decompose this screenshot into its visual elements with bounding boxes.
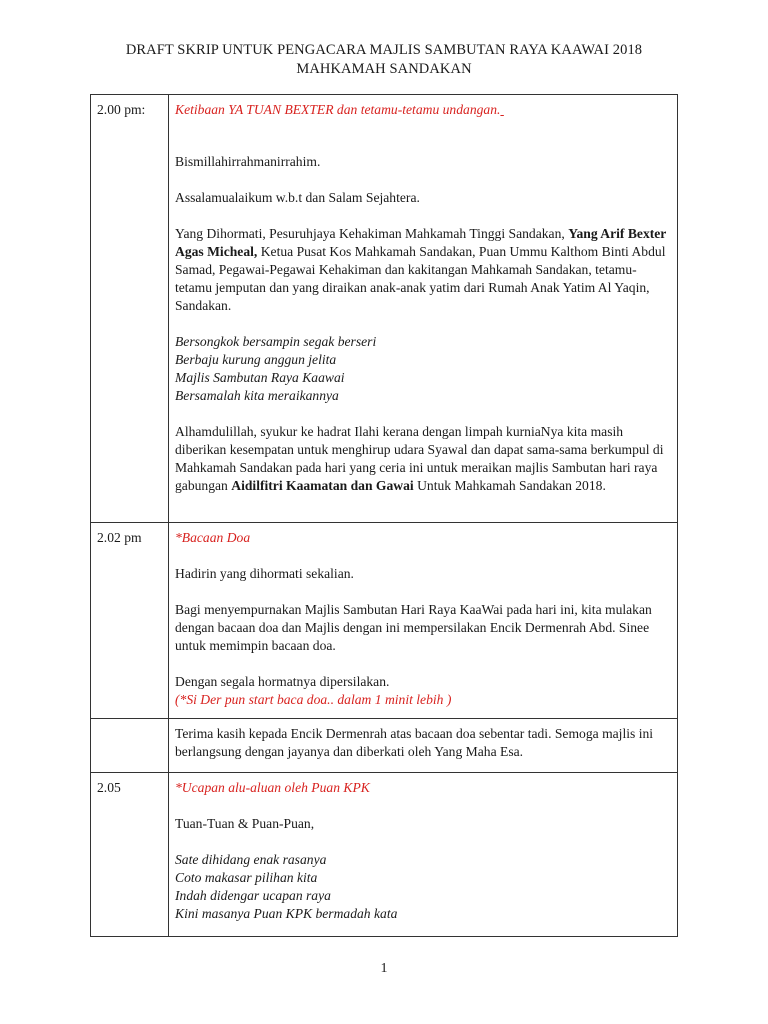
script-table (90, 94, 678, 937)
table-row (91, 719, 678, 773)
content-cell (169, 523, 678, 719)
time-cell: 2.00 pm: (91, 95, 169, 523)
address-text: Tuan-Tuan & Puan-Puan, (175, 816, 315, 831)
pantun-line: Berbaju kurung anggun jelita (175, 352, 337, 367)
invitation-closing: Dengan segala hormatnya dipersilakan. (175, 674, 390, 689)
pantun-line: Sate dihidang enak rasanya (175, 852, 327, 867)
pantun-line: Indah didengar ucapan raya (175, 888, 331, 903)
document-title (0, 41, 768, 79)
thanks-paragraph: Terima kasih kepada Encik Dermenrah atas bacaan doa sebentar tadi. Semoga majlis ini berlangsung dengan jayanya dan diberkati oleh Yang Maha Esa. (175, 726, 654, 759)
pantun-line: Coto makasar pilihan kita (175, 870, 318, 885)
content-cell (169, 719, 678, 773)
event-heading: *Ucapan alu-aluan oleh Puan KPK (175, 780, 370, 795)
pantun-verse (175, 851, 669, 923)
table-row (91, 523, 678, 719)
title-line-1: DRAFT SKRIP UNTUK PENGACARA MAJLIS SAMBUTAN RAYA KAAWAI 2018 (125, 42, 643, 58)
opening-paragraph: Alhamdulillah, syukur ke hadrat Ilahi kerana dengan limpah kurniaNya kita masih diberikan kesempatan untuk menghirup udara Syawal dan dapat sama-sama berkumpul di Mahkamah Sandakan pada hari yang ceria ini untuk meraikan majlis Sambutan hari raya gabungan Aidilfitri Kaamatan dan Gawai Untuk Mahkamah Sandakan 2018. (175, 424, 664, 493)
pantun-line: Bersongkok bersampin segak berseri (175, 334, 377, 349)
invitation-paragraph: Bagi menyempurnakan Majlis Sambutan Hari Raya KaaWai pada hari ini, kita mulakan dengan bacaan doa dan Majlis dengan ini mempersilakan Encik Dermenrah Abd. Sinee untuk memimpin bacaan doa. (175, 602, 652, 653)
time-cell: 2.05 (91, 773, 169, 937)
page-number: 1 (380, 961, 388, 976)
table-row (91, 773, 678, 937)
stage-note: (*Si Der pun start baca doa.. dalam 1 minit lebih ) (175, 692, 452, 707)
pantun-line: Majlis Sambutan Raya Kaawai (175, 370, 345, 385)
salam-text: Assalamualaikum w.b.t dan Salam Sejahtera. (175, 190, 420, 205)
pantun-line: Kini masanya Puan KPK bermadah kata (175, 906, 398, 921)
content-cell (169, 773, 678, 937)
event-heading: Ketibaan YA TUAN BEXTER dan tetamu-tetamu undangan. (175, 102, 501, 117)
table-row (91, 95, 678, 523)
pantun-line: Bersamalah kita meraikannya (175, 388, 339, 403)
greeting-paragraph: Yang Dihormati, Pesuruhjaya Kehakiman Mahkamah Tinggi Sandakan, Yang Arif Bexter Agas Micheal, Ketua Pusat Kos Mahkamah Sandakan, Puan Ummu Kalthom Binti Abdul Samad, Pegawai-Pegawai Kehakiman dan kakitangan Mahkamah Sandakan, tetamu-tetamu jemputan dan yang diraikan anak-anak yatim dari Rumah Anak Yatim Al Yaqin, Sandakan. (175, 226, 667, 313)
event-heading: *Bacaan Doa (175, 530, 251, 545)
time-cell: 2.02 pm (91, 523, 169, 719)
time-cell (91, 719, 169, 773)
pantun-verse (175, 333, 669, 405)
bismillah-text: Bismillahirrahmanirrahim. (175, 154, 321, 169)
content-cell (169, 95, 678, 523)
address-text: Hadirin yang dihormati sekalian. (175, 566, 354, 581)
title-line-2: MAHKAMAH SANDAKAN (296, 61, 472, 77)
